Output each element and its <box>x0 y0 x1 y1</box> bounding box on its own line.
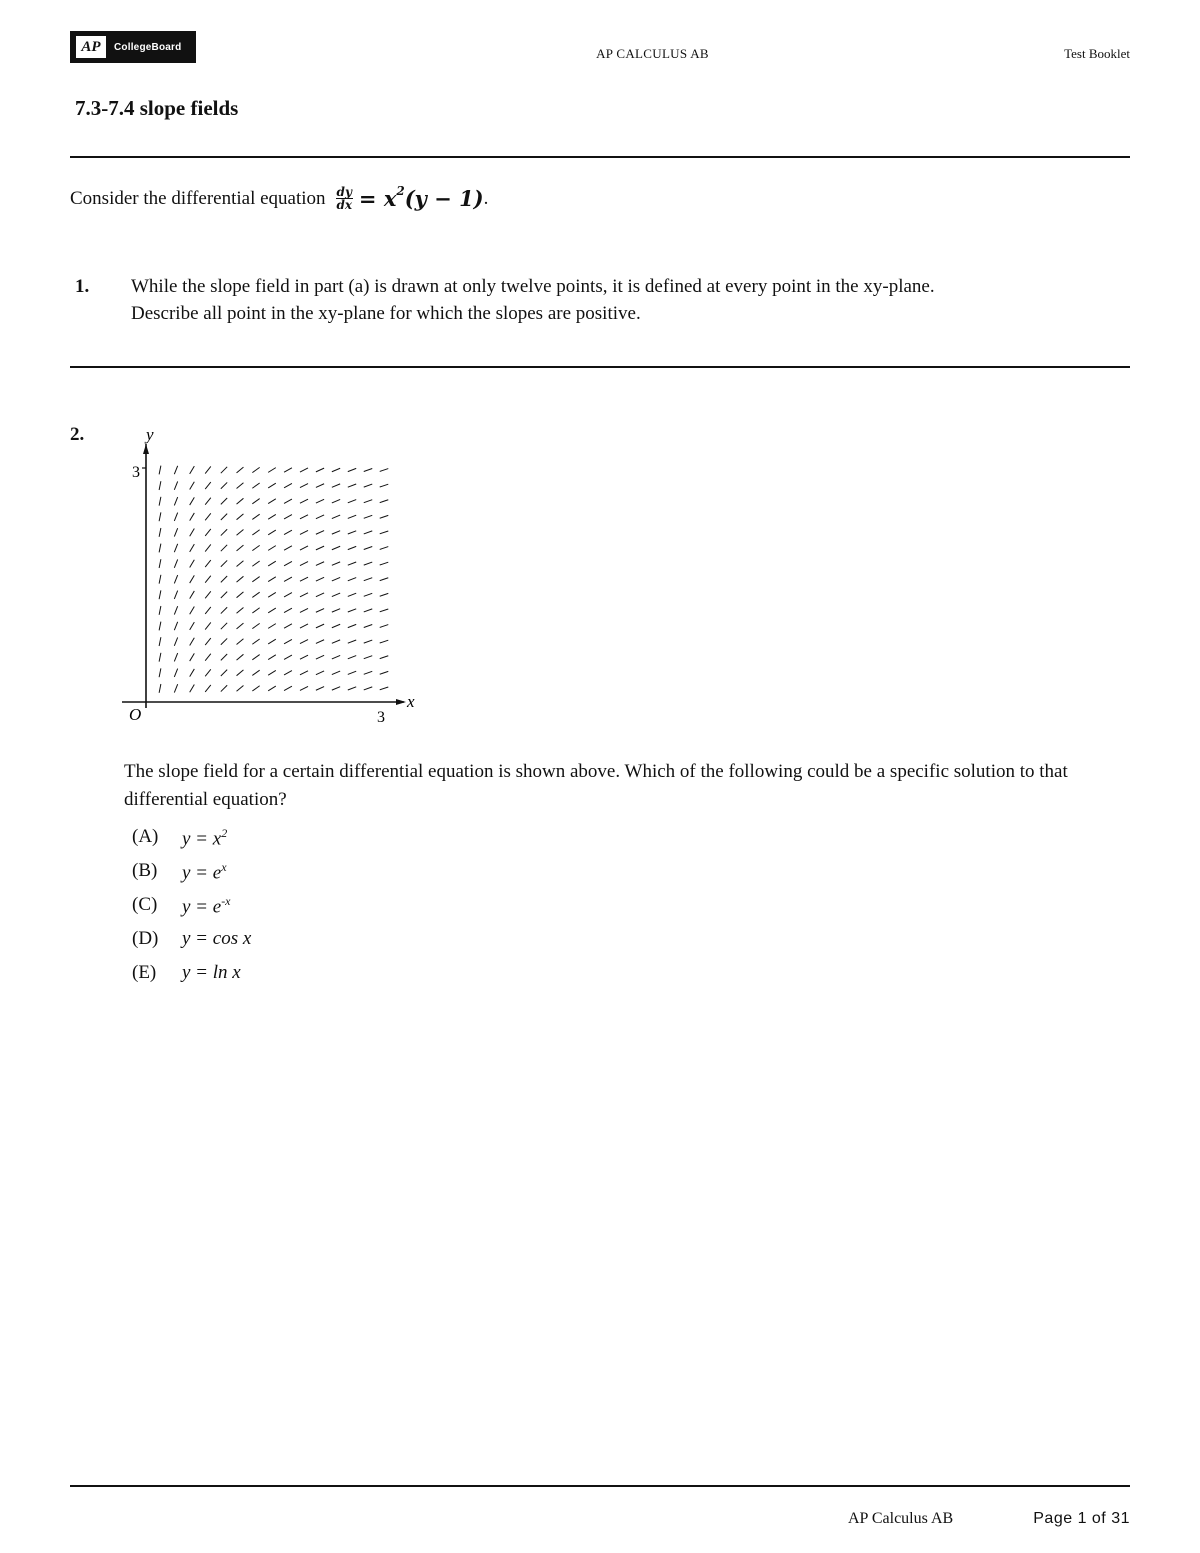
slope-segment <box>268 546 276 551</box>
slope-segment <box>268 561 276 566</box>
slope-segment <box>364 515 372 518</box>
slope-segment <box>174 466 177 474</box>
slope-segment <box>268 592 276 597</box>
slope-segment <box>174 637 177 645</box>
slope-segment <box>284 577 292 581</box>
slope-segment <box>316 577 324 581</box>
slope-segment <box>221 529 227 535</box>
slope-segment <box>316 484 324 488</box>
slope-segment <box>221 560 227 566</box>
slope-segment <box>237 514 244 520</box>
slope-segment <box>300 515 308 519</box>
slope-segment <box>348 687 356 690</box>
slope-segment <box>380 547 389 550</box>
section-title: 7.3-7.4 slope fields <box>75 96 239 120</box>
slope-segment <box>380 515 389 518</box>
slope-segment <box>300 484 308 488</box>
slope-segment <box>221 482 227 488</box>
slope-segment <box>174 575 177 583</box>
slope-segment <box>237 483 244 489</box>
y-axis-label: y <box>146 425 154 444</box>
slope-segment <box>205 482 211 489</box>
slope-segment <box>380 671 389 674</box>
slope-segment <box>364 500 372 503</box>
slope-segment <box>316 468 324 472</box>
slope-segment <box>205 669 211 676</box>
slope-segment <box>380 609 389 612</box>
choice-label: (A) <box>132 826 159 847</box>
slope-segment <box>205 513 211 520</box>
slope-segment <box>205 544 211 551</box>
slope-segment <box>221 514 227 520</box>
slope-segment <box>190 669 195 677</box>
slope-segment <box>174 544 177 552</box>
slope-field-graph <box>110 420 430 730</box>
fraction-denominator: dx <box>336 198 352 212</box>
slope-segment <box>284 593 292 597</box>
slope-segment <box>284 686 292 690</box>
slope-segment <box>332 609 340 612</box>
choice-expression: y = ln x <box>182 962 241 983</box>
slope-segment <box>380 625 389 628</box>
slope-segment <box>332 546 340 549</box>
slope-segment <box>332 655 340 658</box>
slope-segment <box>252 499 259 504</box>
slope-segment <box>252 623 259 628</box>
slope-segment <box>284 671 292 675</box>
slope-segment <box>252 483 259 488</box>
slope-segment <box>332 499 340 502</box>
slope-segment <box>190 622 195 630</box>
slope-segment <box>221 685 227 691</box>
slope-segment <box>159 637 161 646</box>
slope-segment <box>190 638 195 646</box>
slope-segment <box>221 545 227 551</box>
collegeboard-wordmark: CollegeBoard <box>114 41 182 53</box>
choice-label: (D) <box>132 928 159 949</box>
slope-segment <box>380 578 389 581</box>
slope-segment <box>174 528 177 536</box>
slope-segment <box>174 653 177 661</box>
slope-segment <box>252 514 259 519</box>
slope-segment <box>159 466 161 475</box>
slope-segment <box>284 608 292 612</box>
slope-segment <box>348 656 356 659</box>
slope-segment <box>205 638 211 645</box>
slope-segment <box>205 591 211 598</box>
choice-expression <box>182 894 231 918</box>
slope-segment <box>348 484 356 487</box>
slope-segment <box>348 468 356 471</box>
slope-segment <box>380 656 389 659</box>
slope-segment <box>159 559 161 568</box>
slope-segment <box>300 562 308 566</box>
slope-segment <box>174 513 177 521</box>
slope-segment <box>268 499 276 504</box>
slope-segment <box>174 481 177 489</box>
slope-segment <box>300 608 308 612</box>
slope-segment <box>174 559 177 567</box>
intro-period: . <box>483 187 489 209</box>
slope-segment <box>348 609 356 612</box>
slope-segment <box>268 468 276 473</box>
slope-segment <box>364 593 372 596</box>
x-axis-arrowhead <box>396 699 406 705</box>
slope-segment <box>159 668 161 677</box>
y-axis-arrowhead <box>143 444 149 454</box>
slope-segment <box>221 607 227 613</box>
choice-label: (B) <box>132 860 158 881</box>
slope-segment <box>332 593 340 596</box>
intro-statement <box>70 183 489 212</box>
slope-segment <box>190 591 195 599</box>
slope-segment <box>348 531 356 534</box>
question-1-line-1: While the slope field in part (a) is drawn at only twelve points, it is defined at every point in the xy-plane. <box>131 276 935 297</box>
slope-segment <box>268 655 276 660</box>
slope-segment <box>332 671 340 674</box>
axes <box>122 444 406 708</box>
slope-segment <box>348 640 356 643</box>
slope-segment <box>221 498 227 504</box>
slope-segment <box>159 575 161 584</box>
slope-segment <box>300 686 308 690</box>
origin-label: O <box>129 705 142 724</box>
slope-segment <box>284 530 292 534</box>
answer-choice-d[interactable] <box>132 928 251 950</box>
slope-segment <box>268 686 276 691</box>
slope-segment <box>316 671 324 675</box>
x-axis-label: x <box>407 692 415 711</box>
slope-segment <box>348 593 356 596</box>
y-tick-label: 3 <box>132 464 140 481</box>
slope-segment <box>316 593 324 597</box>
slope-segment <box>300 530 308 534</box>
ap-logo-mark: AP <box>76 36 106 58</box>
slope-segment <box>237 623 244 629</box>
answer-choice-a[interactable] <box>132 826 227 850</box>
slope-segment <box>300 577 308 581</box>
slope-segment <box>284 483 292 487</box>
choice-expression <box>182 860 227 884</box>
slope-segment <box>332 577 340 580</box>
choice-label: (C) <box>132 894 158 915</box>
slope-segment <box>174 497 177 505</box>
slope-segment <box>348 624 356 627</box>
slope-segment <box>300 671 308 675</box>
slope-segment <box>332 531 340 534</box>
question-1-line-2: Describe all point in the xy-plane for which the slopes are positive. <box>131 303 641 324</box>
slope-segment <box>364 484 372 487</box>
slope-segment <box>174 591 177 599</box>
slope-segment <box>300 468 308 472</box>
slope-segment <box>364 546 372 549</box>
slope-segment <box>159 606 161 615</box>
slope-segment <box>332 624 340 627</box>
divider <box>70 366 1130 368</box>
slope-segment <box>300 655 308 659</box>
slope-segment <box>252 608 259 613</box>
slope-segment <box>348 562 356 565</box>
slope-segment <box>190 544 195 552</box>
slope-segment <box>159 528 161 537</box>
slope-segment <box>332 484 340 487</box>
answer-choice-b[interactable] <box>132 860 227 884</box>
slope-segment <box>316 515 324 519</box>
slope-segment <box>205 607 211 614</box>
slope-segment <box>380 531 389 534</box>
slope-segment <box>237 530 244 536</box>
question-1-text <box>131 273 935 327</box>
slope-segment <box>159 497 161 506</box>
footer-divider <box>70 1485 1130 1487</box>
slope-segment <box>316 687 324 691</box>
slope-segment <box>284 468 292 472</box>
slope-segment <box>380 593 389 596</box>
slope-segment <box>268 608 276 613</box>
footer-course: AP Calculus AB <box>848 1510 954 1527</box>
derivative-fraction <box>336 186 353 211</box>
slope-segment <box>284 624 292 628</box>
slope-segment <box>174 669 177 677</box>
slope-segment <box>237 561 244 567</box>
slope-segment <box>237 608 244 614</box>
slope-segment <box>316 624 324 628</box>
slope-segment <box>252 686 259 691</box>
slope-segment <box>348 515 356 518</box>
slope-segment <box>348 500 356 503</box>
slope-segment <box>284 499 292 503</box>
header-course-title: AP CALCULUS AB <box>596 46 709 61</box>
slope-segment <box>205 685 211 692</box>
slope-segment <box>221 576 227 582</box>
slope-segment <box>252 592 259 597</box>
slope-segment <box>332 562 340 565</box>
slope-segment <box>316 546 324 550</box>
slope-segment <box>205 622 211 629</box>
slope-segment <box>380 500 389 503</box>
header-booklet-label: Test Booklet <box>1064 46 1130 61</box>
slope-segment <box>159 653 161 662</box>
slope-segment <box>364 578 372 581</box>
slope-segment <box>268 514 276 519</box>
slope-segment <box>300 640 308 644</box>
slope-segment <box>316 640 324 644</box>
slope-segment <box>159 684 161 693</box>
slope-segment <box>268 530 276 535</box>
slope-segment <box>252 577 259 582</box>
slope-segment <box>380 562 389 565</box>
slope-segment <box>205 529 211 536</box>
slope-segment <box>159 622 161 631</box>
slope-segment <box>300 624 308 628</box>
slope-segment <box>364 624 372 627</box>
slope-segment <box>364 562 372 565</box>
slope-segment <box>252 545 259 550</box>
slope-segment <box>380 484 389 487</box>
equation-middle: = x <box>358 186 397 211</box>
slope-segment <box>190 653 195 661</box>
slope-segment <box>190 497 195 505</box>
slope-segment <box>221 670 227 676</box>
slope-segment <box>159 544 161 553</box>
choice-expression-base: y = e <box>182 862 222 884</box>
answer-choice-e[interactable] <box>132 962 241 984</box>
choice-expression <box>182 826 227 850</box>
footer-page-number: Page 1 of 31 <box>1033 1510 1130 1527</box>
choice-label: (E) <box>132 962 157 983</box>
choice-expression-base: y = x <box>182 828 222 850</box>
slope-segment <box>300 593 308 597</box>
slope-segment <box>237 592 244 598</box>
question-1-number: 1. <box>75 276 90 297</box>
slope-segment <box>205 560 211 567</box>
slope-segment <box>364 609 372 612</box>
slope-segment <box>332 640 340 643</box>
slope-segment <box>205 466 211 473</box>
slope-segment <box>300 499 308 503</box>
slope-segment <box>332 468 340 471</box>
slope-segment <box>380 469 389 472</box>
slope-segment <box>252 467 259 472</box>
slope-segment <box>316 499 324 503</box>
intro-text: Consider the differential equation <box>70 187 326 209</box>
choice-exponent: -x <box>221 894 231 908</box>
slope-segment <box>268 639 276 644</box>
slope-segment <box>284 515 292 519</box>
slope-segment <box>159 512 161 521</box>
slope-segment <box>221 467 227 473</box>
question-2-stem: The slope field for a certain differential equation is shown above. Which of the following could be a specific solution to that differential equation? <box>124 761 1068 810</box>
fraction-numerator: dy <box>336 185 352 199</box>
slope-segment <box>190 560 195 568</box>
slope-segment <box>252 670 259 675</box>
slope-segment <box>316 655 324 659</box>
slope-segment <box>221 592 227 598</box>
slope-segment <box>268 624 276 629</box>
slope-segment <box>284 546 292 550</box>
slope-segment <box>364 656 372 659</box>
slope-segment <box>348 546 356 549</box>
slope-segment <box>364 468 372 471</box>
slope-segment <box>252 561 259 566</box>
equation-tail: (y − 1) <box>404 186 484 211</box>
slope-segment <box>364 671 372 674</box>
slope-segment <box>159 481 161 490</box>
slope-segment <box>332 515 340 518</box>
slope-segment <box>364 531 372 534</box>
slope-segment <box>364 640 372 643</box>
slope-segment <box>190 482 195 490</box>
slope-segment <box>284 561 292 565</box>
slope-segment <box>190 575 195 583</box>
slope-segment <box>268 577 276 582</box>
slope-segment <box>205 654 211 661</box>
slope-segment <box>252 530 259 535</box>
slope-segment <box>237 686 244 692</box>
slope-segment <box>237 670 244 676</box>
slope-segment <box>205 498 211 505</box>
choice-exponent: x <box>221 860 227 874</box>
slope-segment <box>284 639 292 643</box>
slope-segment <box>380 640 389 643</box>
slope-segment <box>284 655 292 659</box>
slope-segment <box>348 578 356 581</box>
slope-segment <box>332 687 340 690</box>
slope-segment <box>237 654 244 660</box>
slope-segment <box>364 687 372 690</box>
slope-segment <box>252 655 259 660</box>
slope-segment <box>300 546 308 550</box>
slope-segment <box>205 576 211 583</box>
divider <box>70 156 1130 158</box>
slope-segment <box>221 654 227 660</box>
slope-segment <box>190 607 195 615</box>
slope-segment <box>237 467 244 473</box>
slope-segment <box>174 622 177 630</box>
slope-segment <box>316 531 324 535</box>
slope-segment <box>237 498 244 504</box>
slope-segment <box>174 606 177 614</box>
slope-segment <box>190 685 195 693</box>
equation-exponent: 2 <box>396 183 405 198</box>
choice-expression: y = cos x <box>182 928 252 949</box>
slope-segment <box>237 639 244 645</box>
differential-equation <box>336 183 484 212</box>
slope-segments <box>159 466 388 693</box>
x-tick-label: 3 <box>377 709 385 726</box>
slope-segment <box>268 483 276 488</box>
answer-choice-c[interactable] <box>132 894 231 918</box>
slope-segment <box>268 670 276 675</box>
question-2-number: 2. <box>70 424 85 445</box>
slope-segment <box>380 687 389 690</box>
choice-exponent: 2 <box>221 826 228 840</box>
slope-segment <box>252 639 259 644</box>
slope-segment <box>316 562 324 566</box>
slope-segment <box>221 623 227 629</box>
slope-segment <box>159 590 161 599</box>
slope-segment <box>237 545 244 551</box>
slope-segment <box>174 684 177 692</box>
slope-segment <box>348 671 356 674</box>
slope-segment <box>237 576 244 582</box>
slope-segment <box>190 529 195 537</box>
slope-segment <box>190 466 195 474</box>
choice-expression-base: y = e <box>182 896 222 918</box>
slope-segment <box>316 609 324 613</box>
slope-segment <box>221 638 227 644</box>
slope-segment <box>190 513 195 521</box>
